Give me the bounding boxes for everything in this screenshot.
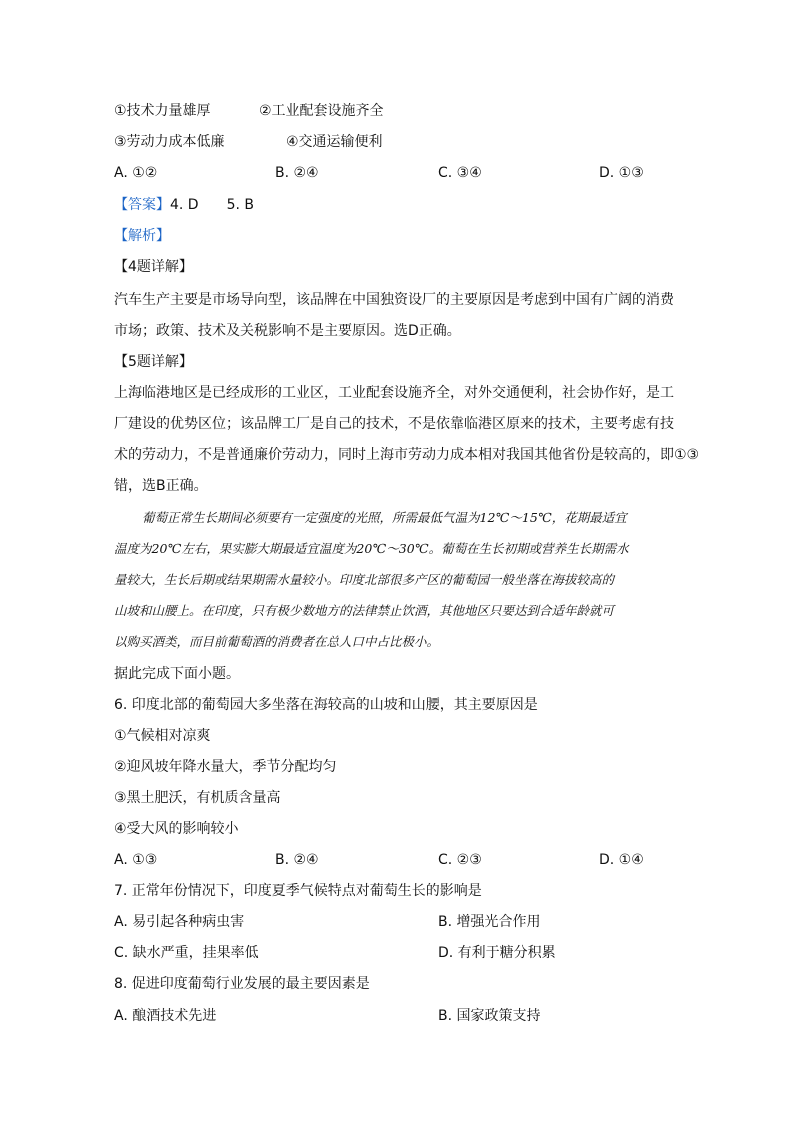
q6-option-d: D. ①④	[599, 852, 644, 868]
q6-choice-1: ①气候相对凉爽	[114, 728, 211, 744]
q4-detail-heading: 【4题详解】	[114, 259, 193, 275]
q6-choice-2: ②迎风坡年降水量大，季节分配均匀	[114, 759, 337, 775]
q6-stem: 6. 印度北部的葡萄园大多坐落在海较高的山坡和山腰，其主要原因是	[114, 697, 538, 713]
passage-line: 量较大，生长后期或结果期需水量较小。印度北部很多产区的葡萄园一般坐落在海拔较高的	[114, 572, 615, 587]
passage-line: 葡萄正常生长期间必须要有一定强度的光照，所需最低气温为12℃～15℃，花期最适宜	[142, 510, 627, 525]
q5-option-c: C. ③④	[438, 165, 482, 181]
q5-detail-line: 术的劳动力，不是普通廉价劳动力，同时上海市劳动力成本相对我国其他省份是较高的，即①③	[114, 447, 700, 463]
passage-line: 以购买酒类，而目前葡萄酒的消费者在总人口中占比极小。	[114, 634, 440, 649]
q6-option-a: A. ①③	[114, 852, 158, 868]
q4-detail-line: 汽车生产主要是市场导向型，该品牌在中国独资设厂的主要原因是考虑到中国有广阔的消费	[114, 292, 674, 308]
choice-1: ①技术力量雄厚	[114, 103, 211, 119]
passage-line: 温度为20℃左右，果实膨大期最适宜温度为20℃～30℃。葡萄在生长初期或营养生长期需水	[114, 541, 629, 556]
answer-tag: 【答案】	[114, 197, 170, 213]
q7-stem: 7. 正常年份情况下，印度夏季气候特点对葡萄生长的影响是	[114, 883, 482, 899]
q7-option-b: B. 增强光合作用	[438, 914, 541, 930]
passage-line: 山坡和山腰上。在印度，只有极少数地方的法律禁止饮酒，其他地区只要达到合适年龄就可	[114, 603, 615, 618]
answer-text: 4. D 5. B	[170, 197, 254, 213]
q5-detail-line: 上海临港地区是已经成形的工业区，工业配套设施齐全，对外交通便利，社会协作好，是工	[114, 385, 674, 401]
q6-option-c: C. ②③	[438, 852, 482, 868]
q6-option-b: B. ②④	[275, 852, 319, 868]
q5-option-a: A. ①②	[114, 165, 158, 181]
q8-option-b: B. 国家政策支持	[438, 1008, 541, 1024]
answer-line	[114, 195, 254, 215]
q5-detail-heading: 【5题详解】	[114, 354, 193, 370]
q7-option-d: D. 有利于糖分积累	[438, 945, 556, 961]
q6-choice-4: ④受大风的影响较小	[114, 821, 239, 837]
choice-3: ③劳动力成本低廉	[114, 134, 225, 150]
analysis-tag: 【解析】	[114, 228, 170, 244]
q7-option-c: C. 缺水严重，挂果率低	[114, 945, 259, 961]
choice-2: ②工业配套设施齐全	[259, 103, 384, 119]
q6-choice-3: ③黑土肥沃，有机质含量高	[114, 790, 281, 806]
q5-option-d: D. ①③	[599, 165, 644, 181]
q4-detail-line: 市场；政策、技术及关税影响不是主要原因。选D正确。	[114, 323, 461, 339]
instruction: 据此完成下面小题。	[114, 666, 240, 682]
q8-option-a: A. 酿酒技术先进	[114, 1008, 217, 1024]
choice-4: ④交通运输便利	[286, 134, 383, 150]
q7-option-a: A. 易引起各种病虫害	[114, 914, 245, 930]
q5-detail-line: 错，选B正确。	[114, 478, 208, 494]
q5-detail-line: 厂建设的优势区位；该品牌工厂是自己的技术，不是依靠临港区原来的技术，主要考虑有技	[114, 416, 674, 432]
q5-option-b: B. ②④	[275, 165, 319, 181]
q8-stem: 8. 促进印度葡萄行业发展的最主要因素是	[114, 976, 370, 992]
